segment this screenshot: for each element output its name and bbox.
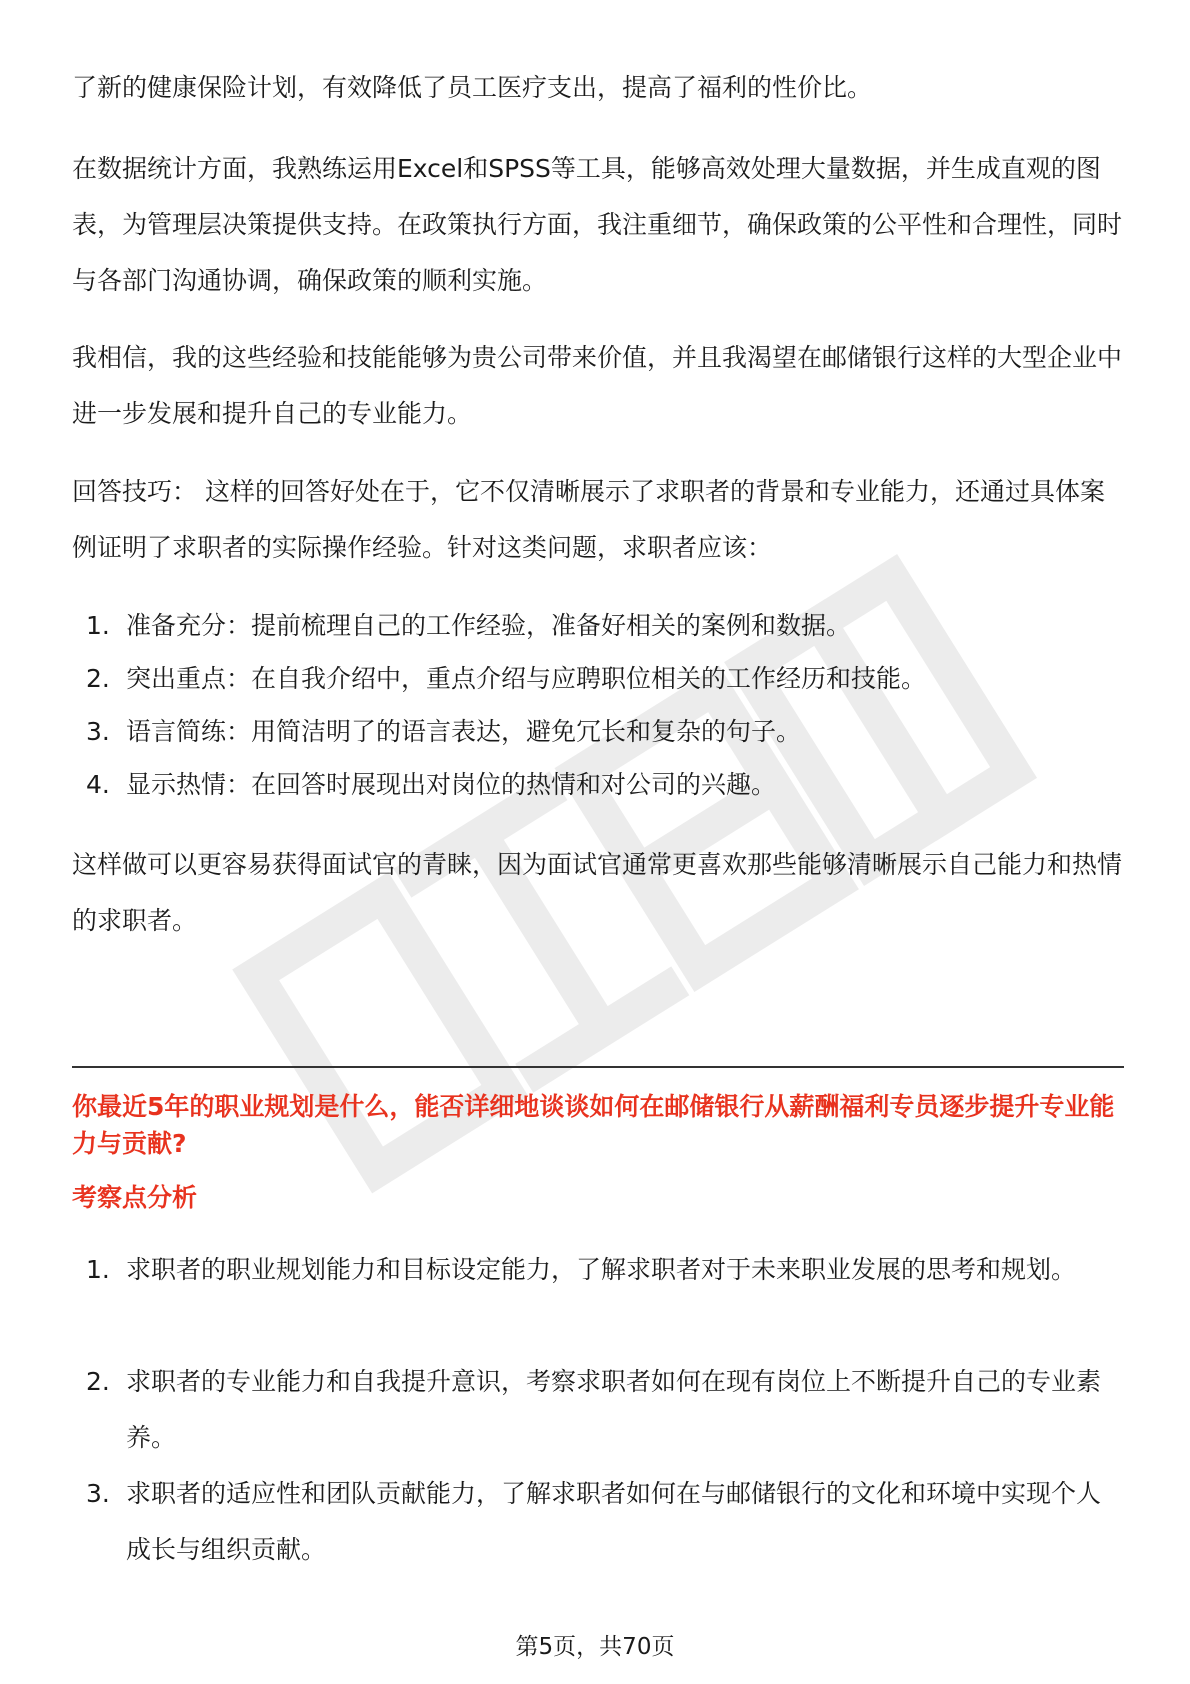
list-item: 1. 准备充分：提前梳理自己的工作经验，准备好相关的案例和数据。 xyxy=(86,611,852,640)
paragraph-1: 了新的健康保险计划，有效降低了员工医疗支出，提高了福利的性价比。 xyxy=(72,73,873,102)
paragraph-5: 这样做可以更容易获得面试官的青睐，因为面试官通常更喜欢那些能够清晰展示自己能力和热情的求职者。 xyxy=(72,850,1123,935)
paragraph-2: 在数据统计方面，我熟练运用Excel和SPSS等工具，能够高效处理大量数据，并生成直观的图表，为管理层决策提供支持。在政策执行方面，我注重细节，确保政策的公平性和合理性，同时与各部门沟通协调，确保政策的顺利实施。 xyxy=(72,154,1123,295)
list-item: 3. 求职者的适应性和团队贡献能力，了解求职者如何在与邮储银行的文化和环境中实现个人成长与组织贡献。 xyxy=(86,1479,1102,1564)
paragraph-4: 回答技巧： 这样的回答好处在于，它不仅清晰展示了求职者的背景和专业能力，还通过具体案例证明了求职者的实际操作经验。针对这类问题，求职者应该： xyxy=(72,477,1105,562)
list-item: 1. 求职者的职业规划能力和目标设定能力，了解求职者对于未来职业发展的思考和规划。 xyxy=(86,1255,1077,1284)
list-item: 3. 语言简练：用简洁明了的语言表达，避免冗长和复杂的句子。 xyxy=(86,717,802,746)
page-footer: 第5页，共70页 xyxy=(515,1634,675,1660)
list-item: 2. 求职者的专业能力和自我提升意识，考察求职者如何在现有岗位上不断提升自己的专业素养。 xyxy=(86,1367,1102,1452)
section-divider xyxy=(72,1066,1124,1068)
list-item: 2. 突出重点：在自我介绍中，重点介绍与应聘职位相关的工作经历和技能。 xyxy=(86,664,927,693)
analysis-heading: 考察点分析 xyxy=(72,1183,198,1212)
paragraph-3: 我相信，我的这些经验和技能能够为贵公司带来价值，并且我渴望在邮储银行这样的大型企业中进一步发展和提升自己的专业能力。 xyxy=(72,343,1123,428)
question-heading: 你最近5年的职业规划是什么，能否详细地谈谈如何在邮储银行从薪酬福利专员逐步提升专业能力与贡献? xyxy=(72,1092,1115,1158)
list-item: 4. 显示热情：在回答时展现出对岗位的热情和对公司的兴趣。 xyxy=(86,770,777,799)
